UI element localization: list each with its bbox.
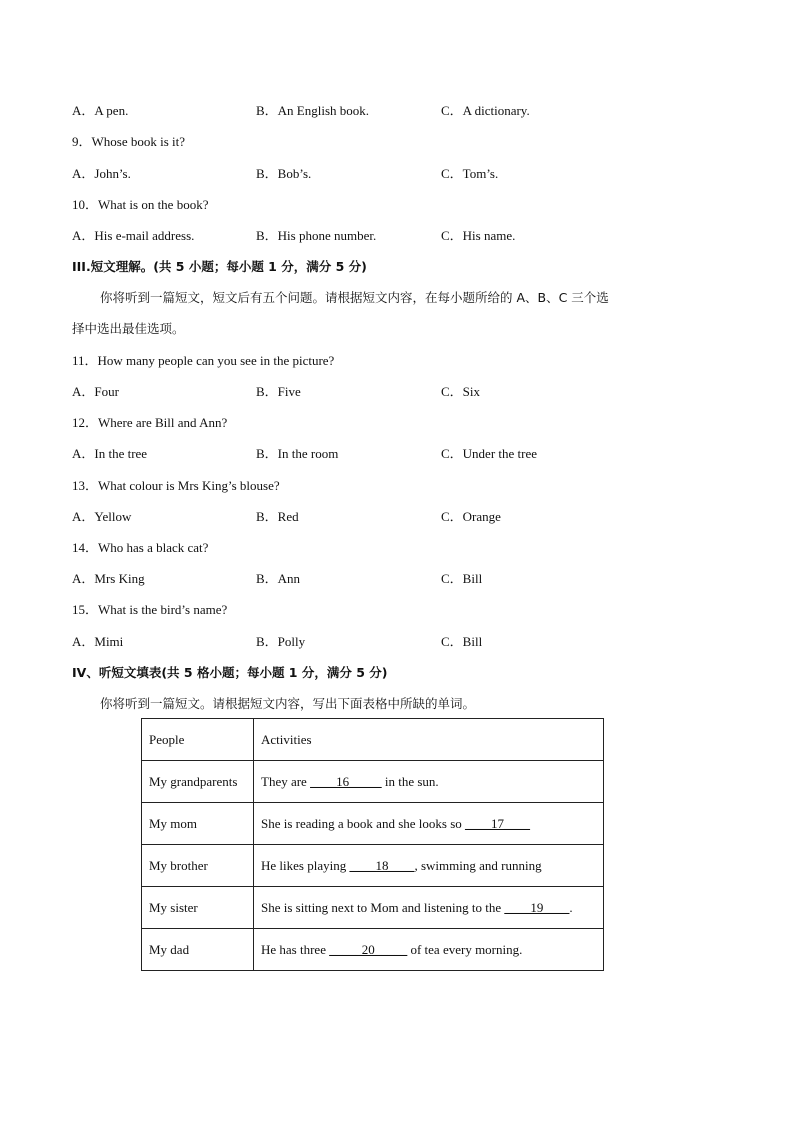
q10-option-a: A．His e-mail address.: [72, 228, 195, 243]
q13-option-a: A．Yellow: [72, 509, 132, 524]
header-people: People: [142, 719, 254, 761]
answer-blank-19: ____19____: [504, 899, 570, 915]
table-row: [142, 761, 604, 803]
activity-cell: [254, 929, 604, 971]
q12-option-c: C．Under the tree: [441, 446, 538, 461]
answer-blank-20: _____20_____: [329, 941, 408, 957]
activity-text-before: He has three: [261, 941, 330, 957]
section-4-instruction: 你将听到一篇短文。请根据短文内容，写出下面表格中所缺的单词。: [100, 696, 476, 711]
activity-cell: [254, 887, 604, 929]
activity-text-before: He likes playing: [261, 857, 350, 873]
q13-option-b: B．Red: [256, 509, 299, 524]
section-3-instruction-line2: 择中选出最佳选项。: [72, 321, 185, 336]
q14-question: 14．Who has a black cat?: [72, 540, 209, 555]
person-cell: My brother: [142, 845, 254, 887]
q11-option-b: B．Five: [256, 384, 301, 399]
q10-question: 10．What is on the book?: [72, 197, 209, 212]
answer-blank-17: ____17____: [465, 815, 531, 831]
person-cell: My sister: [142, 887, 254, 929]
table-row: [142, 887, 604, 929]
header-activities: Activities: [254, 719, 604, 761]
section-3-instruction-line1: 你将听到一篇短文，短文后有五个问题。请根据短文内容，在每小题所给的 A、B、C 三个选: [100, 290, 609, 305]
person-cell: My grandparents: [142, 761, 254, 803]
q12-question: 12．Where are Bill and Ann?: [72, 415, 228, 430]
table-header-row: [142, 719, 604, 761]
answer-blank-18: ____18____: [349, 857, 415, 873]
q8-option-b: B．An English book.: [256, 103, 370, 118]
q14-option-b: B．Ann: [256, 571, 301, 586]
q14-option-c: C．Bill: [441, 571, 483, 586]
table-row: [142, 803, 604, 845]
q11-option-a: A．Four: [72, 384, 119, 399]
activity-text-after: in the sun.: [381, 773, 439, 789]
answer-blank-16: ____16_____: [310, 773, 382, 789]
activity-cell: [254, 803, 604, 845]
fill-in-table: [141, 718, 604, 971]
q12-option-b: B．In the room: [256, 446, 339, 461]
q9-option-a: A．John’s.: [72, 166, 131, 181]
activity-text-before: She is reading a book and she looks so: [261, 815, 466, 831]
q10-option-b: B．His phone number.: [256, 228, 377, 243]
q11-option-c: C．Six: [441, 384, 481, 399]
q10-option-c: C．His name.: [441, 228, 516, 243]
q15-option-b: B．Polly: [256, 634, 306, 649]
table-row: [142, 845, 604, 887]
activity-text-after: .: [569, 899, 573, 915]
q14-option-a: A．Mrs King: [72, 571, 145, 586]
q15-question: 15．What is the bird’s name?: [72, 602, 228, 617]
q9-option-c: C．Tom’s.: [441, 166, 499, 181]
q13-option-c: C．Orange: [441, 509, 501, 524]
section-4-heading: IV、听短文填表(共 5 格小题；每小题 1 分，满分 5 分): [72, 665, 388, 680]
q13-question: 13．What colour is Mrs King’s blouse?: [72, 478, 280, 493]
activity-text-after: of tea every morning.: [407, 941, 523, 957]
activity-text-before: They are: [261, 773, 311, 789]
activity-text-before: She is sitting next to Mom and listening to the: [261, 899, 505, 915]
table-row: [142, 929, 604, 971]
person-cell: My mom: [142, 803, 254, 845]
q9-question: 9．Whose book is it?: [72, 134, 186, 149]
q15-option-a: A．Mimi: [72, 634, 124, 649]
q12-option-a: A．In the tree: [72, 446, 148, 461]
q9-option-b: B．Bob’s.: [256, 166, 312, 181]
q11-question: 11．How many people can you see in the picture?: [72, 353, 335, 368]
q8-option-a: A．A pen.: [72, 103, 129, 118]
person-cell: My dad: [142, 929, 254, 971]
q15-option-c: C．Bill: [441, 634, 483, 649]
section-3-heading: III.短文理解。(共 5 小题；每小题 1 分，满分 5 分): [72, 259, 367, 274]
q8-option-c: C．A dictionary.: [441, 103, 530, 118]
activity-cell: [254, 761, 604, 803]
activity-cell: [254, 845, 604, 887]
activity-text-after: , swimming and running: [414, 857, 542, 873]
